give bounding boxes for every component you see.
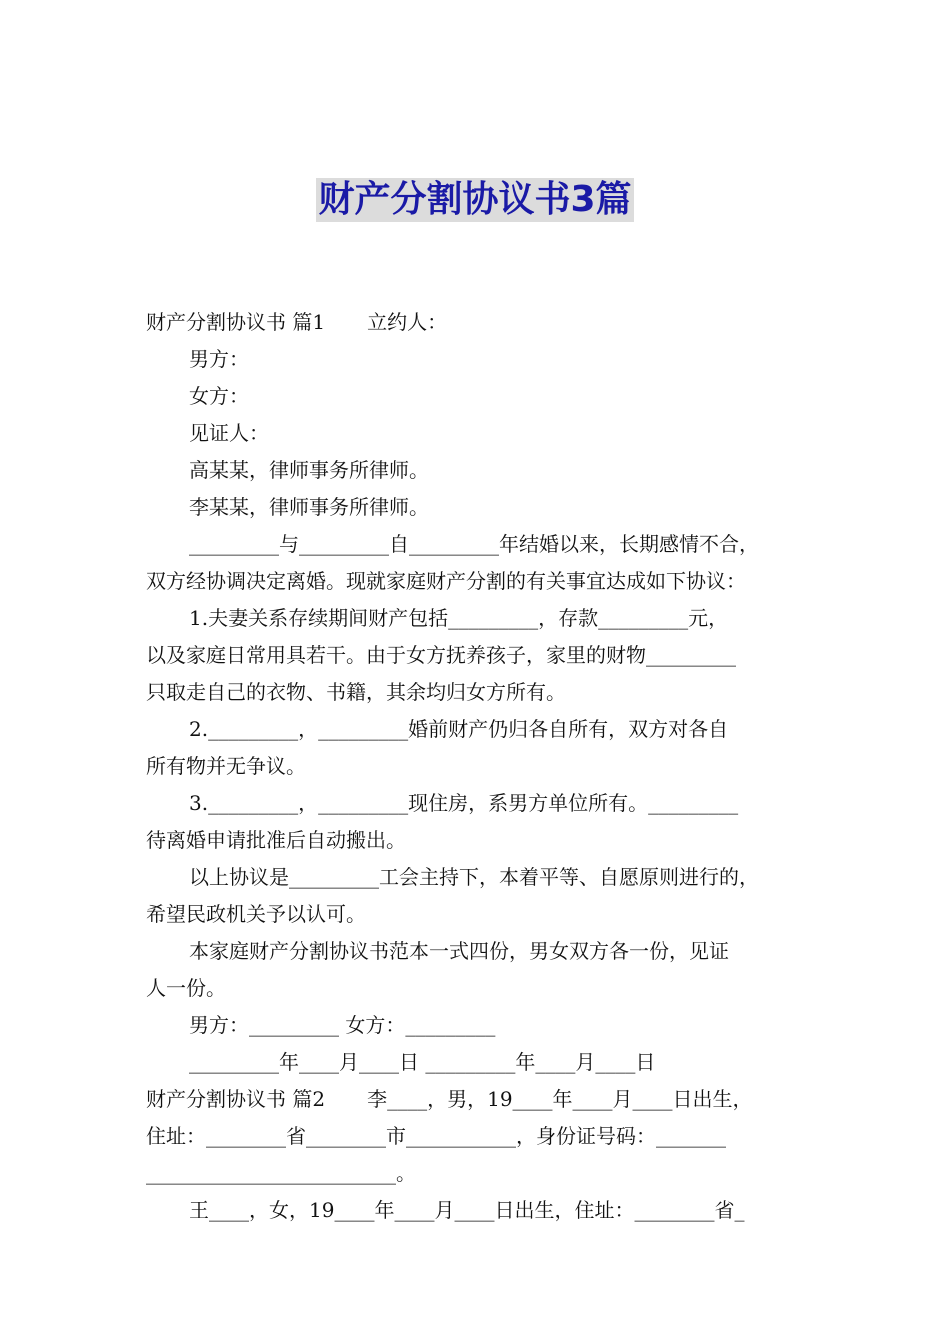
section-heading-1 — [146, 304, 818, 341]
paragraph: 2._________，_________婚前财产仍归各自所有，双方对各自 — [189, 717, 729, 741]
paragraph: 希望民政机关予以认可。 — [146, 902, 366, 926]
paragraph: 王____，女，19____年____月____日出生，住址：________省_ — [189, 1198, 745, 1222]
title-wrap — [0, 178, 950, 222]
paragraph: 所有物并无争议。 — [146, 754, 306, 778]
paragraph: 住址：________省________市___________，身份证号码：_______ — [146, 1124, 726, 1148]
paragraph: 女方： — [189, 384, 249, 408]
paragraph: 李某某，律师事务所律师。 — [189, 495, 429, 519]
section-heading-label: 财产分割协议书 篇1 — [146, 310, 326, 334]
paragraph: _________________________。 — [146, 1161, 416, 1185]
paragraph: 男方： — [189, 347, 249, 371]
paragraph: _________与_________自_________年结婚以来，长期感情不合， — [189, 532, 759, 556]
section-heading-2 — [146, 1081, 818, 1118]
paragraph: 3._________，_________现住房，系男方单位所有。_________ — [189, 791, 739, 815]
date-line: _________年____月____日 _________年____月____日 — [189, 1050, 656, 1074]
paragraph: 以上协议是_________工会主持下，本着平等、自愿原则进行的， — [189, 865, 759, 889]
paragraph: 人一份。 — [146, 976, 226, 1000]
signature-line: 男方：_________ 女方：_________ — [189, 1013, 496, 1037]
document-body — [146, 304, 818, 1229]
section-heading-label: 财产分割协议书 篇2 — [146, 1087, 326, 1111]
paragraph: 双方经协调决定离婚。现就家庭财产分割的有关事宜达成如下协议： — [146, 569, 746, 593]
paragraph: 待离婚申请批准后自动搬出。 — [146, 828, 406, 852]
paragraph: 本家庭财产分割协议书范本一式四份，男女双方各一份，见证 — [189, 939, 729, 963]
paragraph: 1.夫妻关系存续期间财产包括_________，存款_________元， — [189, 606, 729, 630]
paragraph: 以及家庭日常用具若干。由于女方抚养孩子，家里的财物_________ — [146, 643, 736, 667]
paragraph: 高某某，律师事务所律师。 — [189, 458, 429, 482]
paragraph: 只取走自己的衣物、书籍，其余均归女方所有。 — [146, 680, 566, 704]
section-heading-text: 立约人： — [367, 310, 448, 334]
paragraph: 见证人： — [189, 421, 269, 445]
document-title: 财产分割协议书3篇 — [318, 179, 632, 220]
section-heading-text: 李____，男，19____年____月____日出生， — [367, 1087, 753, 1111]
